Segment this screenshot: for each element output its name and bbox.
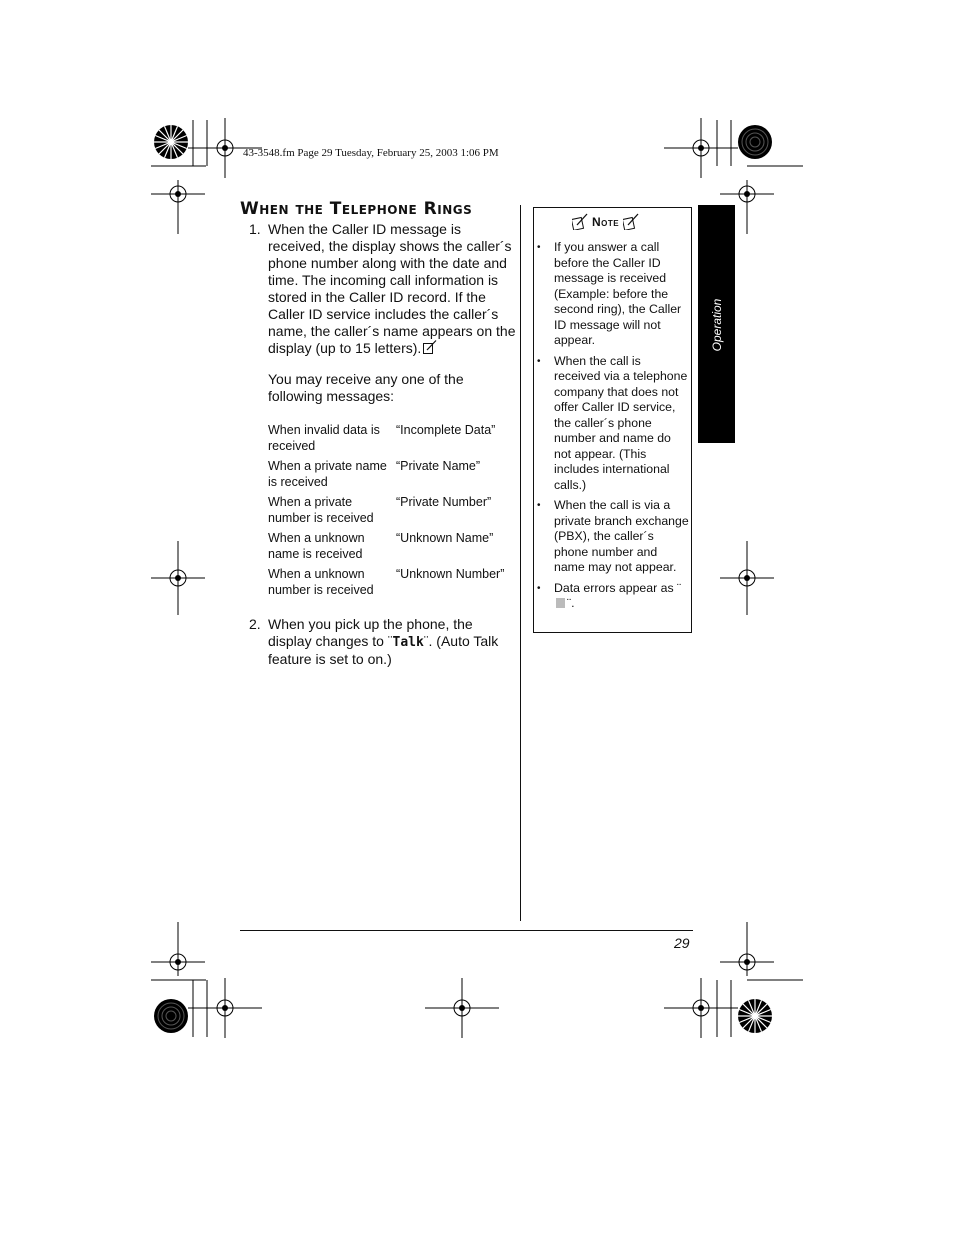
message-display: “Unknown Name” [396,531,494,545]
display-word-talk: Talk [392,635,424,650]
note-heading [572,213,639,230]
message-display: “Private Number” [396,495,492,509]
message-display: “Private Name” [396,459,481,473]
message-display: “Incomplete Data” [396,423,496,437]
step-1-text: When the Caller ID message is received, the display shows the caller´s phone number along with the date and time. The incoming call information is stored in the Caller ID record. If the Caller ID service includes the caller´s name, the caller´s name appears on the display (up to 15 letters). [268,221,516,356]
message-condition: When invalid data is received [268,423,380,453]
messages-intro: You may receive any one of the following messages: [268,371,464,404]
note-icon [572,213,588,230]
note-heading-label: Note [592,214,620,229]
message-condition: When a private name is received [268,459,387,489]
message-condition: When a unknown name is received [268,531,365,561]
message-condition: When a private number is received [268,495,374,525]
message-condition: When a unknown number is received [268,567,374,597]
column-divider [520,205,521,921]
step-1-number: 1. [249,221,261,237]
section-title: When the Telephone Rings [240,199,473,219]
list-item: • When the call is via a private branch exchange (PBX), the caller´s phone number and name may not appear. [535,498,690,576]
note-icon [423,340,437,354]
note-icon [623,213,639,230]
step-2-text: When you pick up the phone, the display changes to ¨Talk¨. (Auto Talk feature is set to on.) [268,616,499,667]
table-row [268,495,518,531]
data-error-block-icon [556,598,565,608]
list-item: • If you answer a call before the Caller ID message is received (Example: before the second ring), the Caller ID message will not appear. [535,240,690,349]
step-2-number: 2. [249,616,261,632]
table-row [268,459,518,495]
list-item: • When the call is received via a telephone company that does not offer Caller ID service, the caller´s phone number and name do not appear. (This includes international calls.) [535,354,690,494]
table-row [268,567,518,603]
list-item: • Data errors appear as ¨¨. [535,581,690,612]
messages-table [268,423,518,603]
footer-rule [240,930,693,931]
note-list [535,240,690,617]
table-row [268,423,518,459]
file-info-header: 43-3548.fm Page 29 Tuesday, February 25, 2003 1:06 PM [243,147,499,159]
page-number: 29 [674,935,690,951]
section-tab-label: Operation [710,298,724,352]
table-row [268,531,518,567]
message-display: “Unknown Number” [396,567,505,581]
